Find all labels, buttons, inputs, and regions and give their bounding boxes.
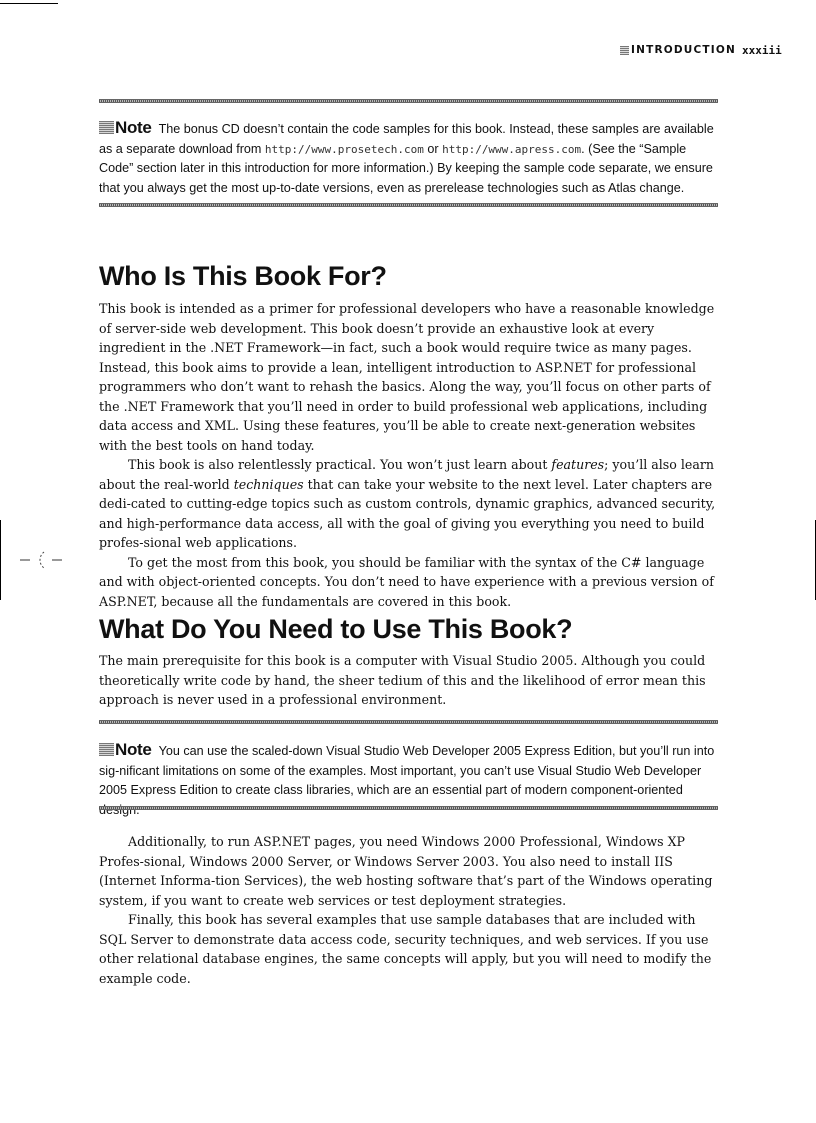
paragraph	[99, 455, 721, 553]
note-text-continued: . (See the “Sample Code” section later in this introduction for more information.) By keeping the sample code separate, we ensure that you always get the most up-to-date versions, even as prerelease technologies such as Atlas change.	[99, 141, 713, 195]
crop-mark-left	[0, 520, 1, 600]
note-text: The bonus CD doesn’t contain the code samples for this book. Instead, these samples are available as a separate download from	[99, 122, 714, 156]
url-prosetech: http://www.prosetech.com	[264, 142, 424, 156]
note-label: Note	[115, 740, 152, 759]
note-text: You can use the scaled-down Visual Studio Web Developer 2005 Express Edition, but you’ll run into sig-nificant limitations on some of the examples. Most important, you can’t use Visual Studio Web Developer 2005 Express Edition to create class libraries, which are an essential part of modern component-oriented	[99, 744, 715, 797]
crop-mark-top	[0, 3, 58, 4]
section-body-what-continued	[99, 832, 721, 988]
section-heading-who-is-this-book-for: Who Is This Book For?	[99, 261, 387, 291]
running-head	[620, 44, 780, 60]
paragraph: Additionally, to run ASP.NET pages, you need Windows 2000 Professional, Windows XP Profes-sional, Windows 2000 Server, or Windows Server 2003. You also need to install IIS (Internet Informa-tion Services), the web hosting software that’s part of the Windows operating system, if you want to create web services or test deployment strategies.	[99, 834, 713, 908]
note-marker-icon	[99, 743, 114, 756]
url-apress: http://www.apress.com	[442, 142, 582, 156]
section-marker-icon	[620, 46, 629, 55]
emphasis-techniques: techniques	[233, 476, 304, 492]
section-heading-what-do-you-need: What Do You Need to Use This Book?	[99, 614, 573, 644]
text-run: that can take your website to the next level. Later chapters are dedi-cated to cutting-edge topics such as custom controls, dynamic graphics, advanced security, and high-performance data access, all with the goal of giving you everything you need to build profes-sional web applications.	[99, 476, 716, 550]
text-run: This book is also relentlessly practical. You won’t just learn about	[128, 457, 552, 472]
emphasis-features: features	[551, 457, 605, 472]
note-text-or: or	[423, 141, 443, 156]
running-head-title: INTRODUCTION	[631, 44, 736, 56]
note-marker-icon	[99, 121, 114, 134]
paragraph: Finally, this book has several examples that use sample databases that are included with SQL Server to demonstrate data access code, security techniques, and web services. If you use other relational database engines, the same concepts will apply, but you will need to modify the example code.	[99, 912, 712, 986]
note-rule-bottom	[99, 806, 718, 810]
note-label: Note	[115, 118, 152, 137]
paragraph: The main prerequisite for this book is a computer with Visual Studio 2005. Although you could theoretically write code by hand, the sheer tedium of this and the likelihood of error mean this approach is never used in a professional environment.	[99, 653, 706, 707]
text-run: ; you’ll also learn about the real-world	[99, 457, 714, 492]
paragraph: To get the most from this book, you should be familiar with the syntax of the C# language and with object-oriented concepts. You don’t need to have experience with a previous version of ASP.NET, because all the fundamentals are covered in this book.	[99, 554, 714, 609]
note-rule-top	[99, 720, 718, 724]
note-rule-bottom	[99, 203, 718, 207]
section-body-what-intro	[99, 651, 721, 710]
section-body-who	[99, 299, 721, 611]
registration-mark-icon	[14, 546, 64, 574]
note-box	[99, 118, 719, 198]
page-number: xxxiii	[742, 44, 782, 57]
note-rule-top	[99, 99, 718, 103]
paragraph: This book is intended as a primer for professional developers who have a reasonable knowledge of server-side web development. This book doesn’t provide an exhaustive look at every ingredient in the .NET Framework—in fact, such a book would require twice as many pages. Instead, this book aims to provide a lean, intelligent introduction to ASP.NET for professional programmers who don’t want to rehash the basics. Along the way, you’ll focus on other parts of the .NET Framework that you’ll need in order to build professional web applications, including data access and XML. Using these features, you’ll be able to create next-generation websites with the best tools on hand today.	[99, 301, 715, 453]
